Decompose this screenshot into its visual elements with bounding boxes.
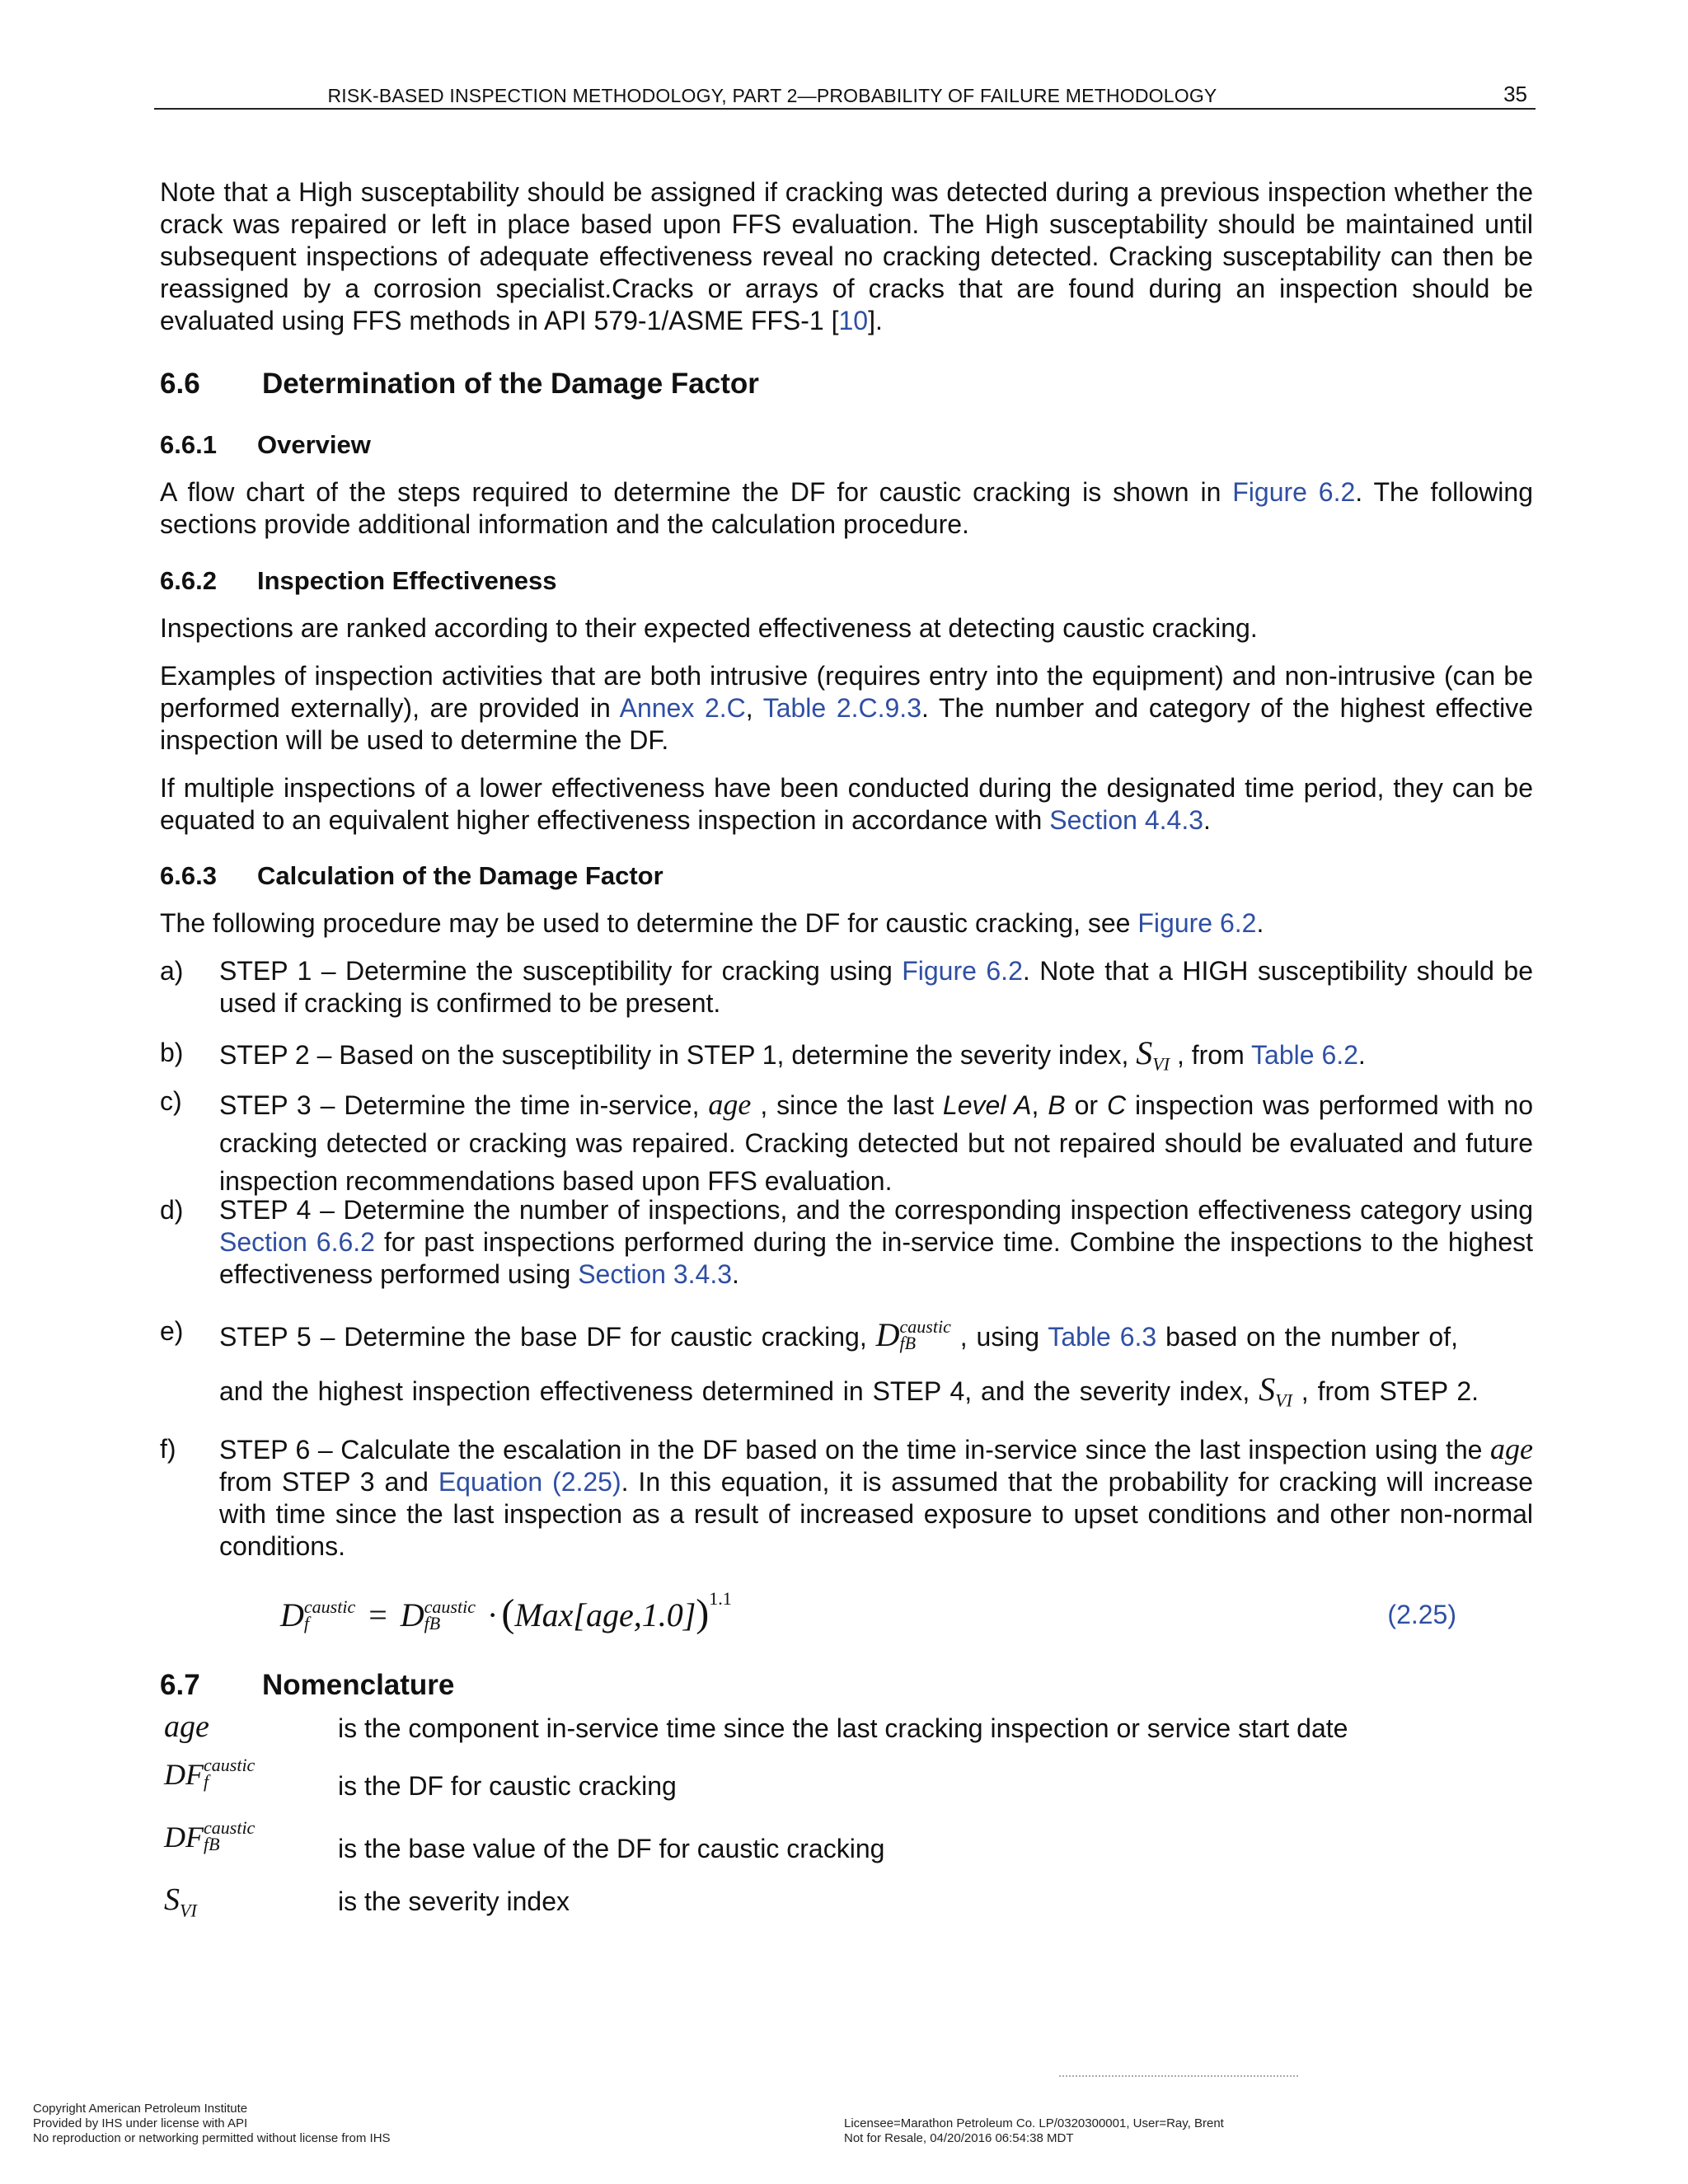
- intro-text-end: ].: [868, 306, 883, 335]
- nomenclature-symbol: $S_{VI}$: [164, 1882, 197, 1921]
- section-number: 6.7: [160, 1669, 200, 1701]
- nomenclature-symbol: DF caustic f: [164, 1755, 256, 1792]
- paragraph-text: Examples of inspection activities that are both intrusive (requires entry into the equipment) and non-intrusive (can be performed externally), are provided in: [160, 661, 1533, 723]
- equation-number: (2.25): [1387, 1600, 1456, 1629]
- step-label: b): [160, 1038, 184, 1067]
- step-text: from STEP 3 and: [219, 1467, 438, 1497]
- nomenclature-definition: is the DF for caustic cracking: [338, 1771, 677, 1801]
- table-6-2-link[interactable]: Table 6.2: [1251, 1040, 1358, 1070]
- section-6-6-2-heading: [160, 565, 557, 597]
- equation-2-25-link[interactable]: Equation (2.25): [438, 1467, 621, 1497]
- annex-2c-link[interactable]: Annex 2.C: [619, 693, 746, 723]
- nomenclature-row: [160, 1884, 1533, 1925]
- step-text: STEP 1 – Determine the susceptibility for cracking using: [219, 956, 903, 986]
- reference-link-10[interactable]: 10: [838, 306, 869, 335]
- paragraph-text: Inspections are ranked according to their expected effectiveness at detecting caustic cracking.: [160, 613, 1258, 643]
- subsection-number: 6.6.3: [160, 861, 217, 890]
- section-6-7-heading: [160, 1669, 454, 1701]
- step-text: STEP 4 – Determine the number of inspections, and the corresponding inspection effectiveness category using: [219, 1195, 1533, 1225]
- subsection-number: 6.6.2: [160, 566, 217, 595]
- paragraph-text: .: [1256, 908, 1264, 938]
- nomenclature-definition: is the severity index: [338, 1886, 570, 1916]
- footer-line: Not for Resale, 04/20/2016 06:54:38 MDT: [844, 2131, 1074, 2145]
- subsection-title: Inspection Effectiveness: [257, 566, 557, 595]
- footer-line: Provided by IHS under license with API: [33, 2116, 248, 2130]
- step-label: f): [160, 1434, 176, 1464]
- age-symbol: age: [708, 1088, 752, 1121]
- paragraph-text: The following procedure may be used to determine the DF for caustic cracking, see: [160, 908, 1138, 938]
- section-6-6-3-heading: [160, 860, 663, 892]
- inspection-effectiveness-p1: [160, 612, 1533, 644]
- level-c-text: C: [1106, 1090, 1127, 1120]
- overview-paragraph: [160, 476, 1533, 541]
- step-text: , since the last: [751, 1090, 943, 1120]
- table-2c93-link[interactable]: Table 2.C.9.3: [762, 693, 921, 723]
- nomenclature-symbol: age: [164, 1709, 209, 1744]
- step-text: and the highest inspection effectiveness determined in STEP 4, and the severity index,: [219, 1376, 1259, 1406]
- figure-6-2-link[interactable]: Figure 6.2: [902, 956, 1023, 986]
- paragraph-text: . The number and category of the highest effective inspection will be used to determine the DF.: [160, 693, 1534, 755]
- nomenclature-row: [160, 1757, 1533, 1807]
- step-text: .: [732, 1259, 739, 1289]
- overview-text: A flow chart of the steps required to determine the DF for caustic cracking is shown in: [160, 477, 1233, 507]
- nomenclature-symbol: DF caustic fB: [164, 1817, 256, 1854]
- subsection-number: 6.6.1: [160, 430, 217, 459]
- license-footer: [844, 2116, 1224, 2146]
- step-label: c): [160, 1086, 182, 1116]
- step-text: , from STEP 2.: [1292, 1376, 1479, 1406]
- equation-expression: D caustic f = D caustic fB $\cdot(Max[age,1.0])^{1.1}$: [280, 1588, 732, 1635]
- step-label: e): [160, 1316, 184, 1346]
- step-text: . In this equation, it is assumed that the probability for cracking will increase with time since the last inspection as a result of increased exposure to upset conditions and other non-normal conditions.: [219, 1467, 1534, 1561]
- level-a-text: Level A: [942, 1090, 1032, 1120]
- section-4-4-3-link[interactable]: Section 4.4.3: [1049, 805, 1204, 835]
- overview-text-end: . The following sections provide additional information and the calculation procedure.: [160, 477, 1534, 539]
- running-title: RISK-BASED INSPECTION METHODOLOGY, PART 2—PROBABILITY OF FAILURE METHODOLOGY: [327, 85, 1217, 106]
- section-title: Nomenclature: [262, 1669, 455, 1701]
- intro-text: Note that a High susceptability should be assigned if cracking was detected during a previous inspection whether the crack was repaired or left in place based upon FFS evaluation. The High susceptability should be maintained until subsequent inspections of adequate effectiveness reveal no cracking detected. Cracking susceptability can then be reassigned by a corrosion specialist.Cracks or arrays of cracks that are found during an inspection should be evaluated using FFS methods in API 579-1/ASME FFS-1 [: [160, 177, 1533, 335]
- step-text: , from: [1170, 1040, 1252, 1070]
- step-text: inspection was performed with no cracking detected or cracking was repaired. Cracking detected but not repaired should be evaluated and future inspection recommendations based upon FFS evaluation.: [219, 1090, 1534, 1196]
- equation-2-25: [280, 1582, 1533, 1640]
- severity-index-symbol: $S_{VI}$: [1136, 1034, 1170, 1075]
- paragraph-text: ,: [745, 693, 763, 723]
- intro-paragraph: [160, 176, 1533, 337]
- nomenclature-row: [160, 1817, 1533, 1869]
- step-text: based on the number of,: [1156, 1322, 1458, 1352]
- section-title: Determination of the Damage Factor: [262, 368, 759, 400]
- section-6-6-1-heading: [160, 429, 371, 461]
- step-text: .: [1357, 1040, 1366, 1070]
- step-label: d): [160, 1195, 184, 1225]
- step-text: . Note that a HIGH susceptibility should be used if cracking is confirmed to be present.: [219, 956, 1534, 1018]
- step-text: STEP 3 – Determine the time in-service,: [219, 1090, 709, 1120]
- figure-6-2-link[interactable]: Figure 6.2: [1232, 477, 1356, 507]
- nomenclature-definition: is the component in-service time since the last cracking inspection or service start date: [338, 1713, 1348, 1743]
- step-text: STEP 6 – Calculate the escalation in the DF based on the time in-service since the last inspection using the: [219, 1435, 1491, 1465]
- section-6-6-heading: [160, 368, 759, 400]
- page-number: 35: [1503, 82, 1527, 106]
- section-number: 6.6: [160, 368, 200, 400]
- footer-line: Licensee=Marathon Petroleum Co. LP/0320300001, User=Ray, Brent: [844, 2116, 1224, 2130]
- section-3-4-3-link[interactable]: Section 3.4.3: [578, 1259, 732, 1289]
- severity-index-symbol: $S_{VI}$: [1259, 1371, 1292, 1411]
- step-text: , using: [950, 1322, 1048, 1352]
- step-text: STEP 2 – Based on the susceptibility in STEP 1, determine the severity index,: [219, 1040, 1137, 1070]
- figure-6-2-link[interactable]: Figure 6.2: [1137, 908, 1257, 938]
- subsection-title: Overview: [257, 430, 371, 459]
- nomenclature-row: [160, 1709, 1533, 1754]
- scan-artifact-dots: [1059, 2075, 1298, 2077]
- paragraph-text: If multiple inspections of a lower effectiveness have been conducted during the designated time period, they can be equated to an equivalent higher effectiveness inspection in accordance with: [160, 773, 1533, 835]
- paragraph-text: .: [1203, 805, 1211, 835]
- step-text: STEP 5 – Determine the base DF for caustic cracking,: [219, 1322, 876, 1352]
- table-6-3-link[interactable]: Table 6.3: [1048, 1322, 1157, 1352]
- step-text: or: [1065, 1090, 1107, 1120]
- base-df-symbol: D caustic fB: [875, 1316, 951, 1353]
- inspection-effectiveness-p3: [160, 772, 1533, 837]
- running-header: [154, 78, 1536, 110]
- step-text: ,: [1031, 1090, 1048, 1120]
- inspection-effectiveness-p2: [160, 660, 1533, 757]
- age-symbol: age: [1490, 1432, 1533, 1465]
- nomenclature-definition: is the base value of the DF for caustic cracking: [338, 1834, 885, 1863]
- footer-line: No reproduction or networking permitted without license from IHS: [33, 2131, 391, 2145]
- footer-line: Copyright American Petroleum Institute: [33, 2102, 248, 2116]
- copyright-footer: [33, 2102, 391, 2146]
- level-b-text: B: [1048, 1090, 1066, 1120]
- calculation-intro: [160, 907, 1533, 940]
- step-label: a): [160, 956, 184, 986]
- subsection-title: Calculation of the Damage Factor: [257, 861, 663, 890]
- step-text: for past inspections performed during the in-service time. Combine the inspections to the highest effectiveness performed using: [219, 1227, 1534, 1289]
- section-6-6-2-link[interactable]: Section 6.6.2: [219, 1227, 375, 1257]
